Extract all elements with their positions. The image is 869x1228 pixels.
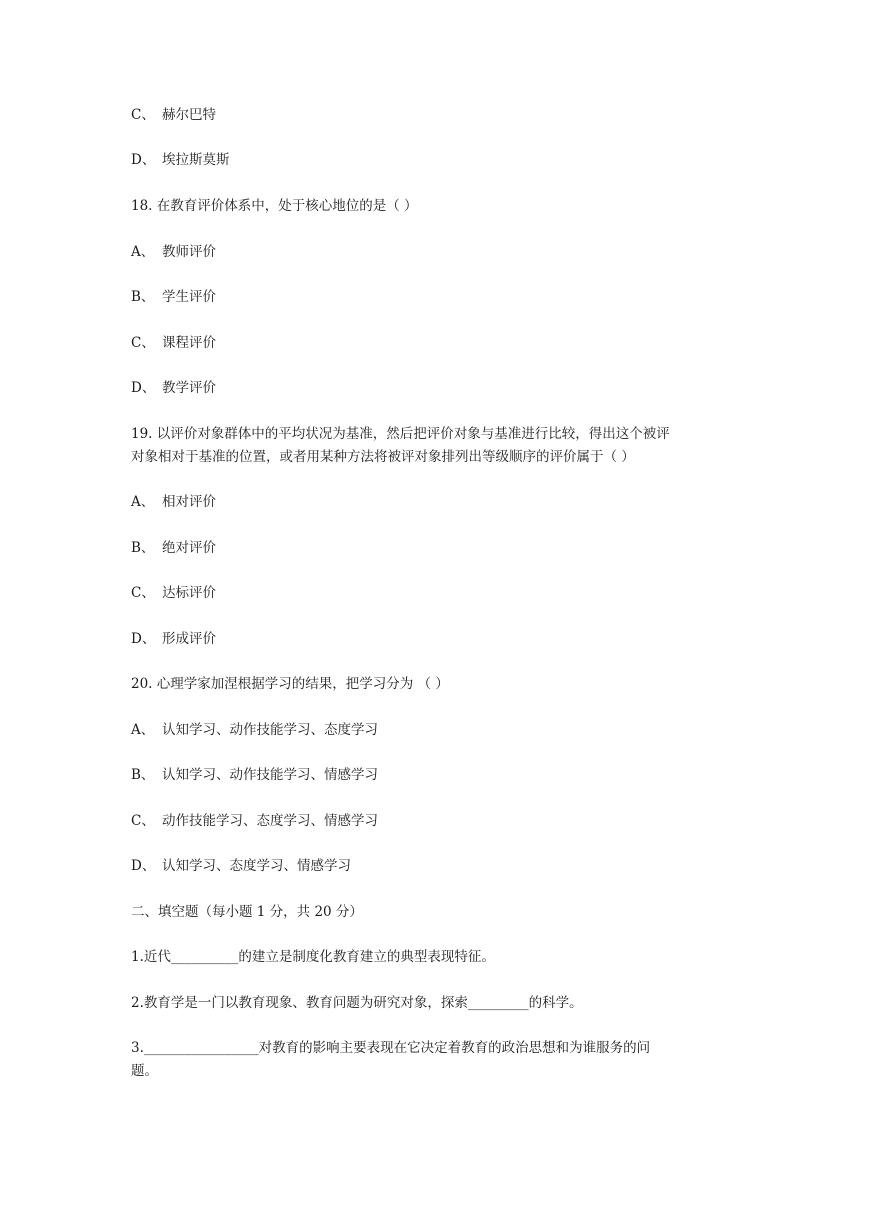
q19-option-c <box>131 582 751 604</box>
option-text: 认知学习、动作技能学习、态度学习 <box>162 722 378 738</box>
option-text: 达标评价 <box>162 585 216 601</box>
q17-option-c <box>131 104 751 126</box>
option-text: 学生评价 <box>162 289 216 305</box>
q20-option-b <box>131 764 751 786</box>
option-letter: A、 <box>131 494 155 510</box>
fill-blank-item-3-line1: 3._________________对教育的影响主要表现在它决定着教育的政治思想和为谁服务的问 <box>131 1040 651 1056</box>
q19-stem-line1: 19. 以评价对象群体中的平均状况为基准，然后把评价对象与基准进行比较，得出这个被评 <box>131 426 670 442</box>
option-text: 相对评价 <box>162 494 216 510</box>
q17-option-d <box>131 149 751 171</box>
q19-stem-line2: 对象相对于基准的位置，或者用某种方法将被评对象排列出等级顺序的评价属于（ ） <box>131 449 635 465</box>
option-letter: C、 <box>131 813 155 829</box>
option-letter: B、 <box>131 767 155 783</box>
option-text: 认知学习、动作技能学习、情感学习 <box>162 767 378 783</box>
option-letter: B、 <box>131 289 155 305</box>
option-text: 形成评价 <box>162 631 216 647</box>
option-letter: D、 <box>131 380 156 396</box>
option-text: 埃拉斯莫斯 <box>162 152 230 168</box>
q20-option-a <box>131 719 751 741</box>
option-letter: A、 <box>131 244 155 260</box>
option-letter: A、 <box>131 722 155 738</box>
q20-option-c <box>131 810 751 832</box>
option-text: 课程评价 <box>162 335 216 351</box>
q20-stem: 20. 心理学家加涅根据学习的结果，把学习分为 （ ） <box>131 676 449 692</box>
option-text: 绝对评价 <box>162 540 216 556</box>
option-letter: C、 <box>131 335 155 351</box>
q20-option-d <box>131 855 751 877</box>
option-text: 教学评价 <box>162 380 216 396</box>
option-letter: C、 <box>131 107 155 123</box>
q18-option-d <box>131 377 751 399</box>
fill-blank-item-3-line2: 题。 <box>131 1063 158 1079</box>
option-text: 赫尔巴特 <box>162 107 216 123</box>
option-letter: D、 <box>131 631 156 647</box>
q18-option-a <box>131 241 751 263</box>
q18-stem: 18. 在教育评价体系中，处于核心地位的是（ ） <box>131 198 418 214</box>
section-heading: 二、填空题（每小题 1 分，共 20 分） <box>131 904 363 920</box>
fill-blank-item-2: 2.教育学是一门以教育现象、教育问题为研究对象，探索_________的科学。 <box>131 995 583 1011</box>
q19-option-b <box>131 537 751 559</box>
option-letter: C、 <box>131 585 155 601</box>
option-letter: D、 <box>131 858 156 874</box>
q18-option-b <box>131 286 751 308</box>
option-text: 认知学习、态度学习、情感学习 <box>162 858 351 874</box>
fill-blank-item-1: 1.近代__________的建立是制度化教育建立的典型表现特征。 <box>131 949 495 965</box>
q19-option-d <box>131 628 751 650</box>
option-letter: D、 <box>131 152 156 168</box>
option-text: 教师评价 <box>162 244 216 260</box>
q19-option-a <box>131 491 751 513</box>
q18-option-c <box>131 332 751 354</box>
option-letter: B、 <box>131 540 155 556</box>
option-text: 动作技能学习、态度学习、情感学习 <box>162 813 378 829</box>
